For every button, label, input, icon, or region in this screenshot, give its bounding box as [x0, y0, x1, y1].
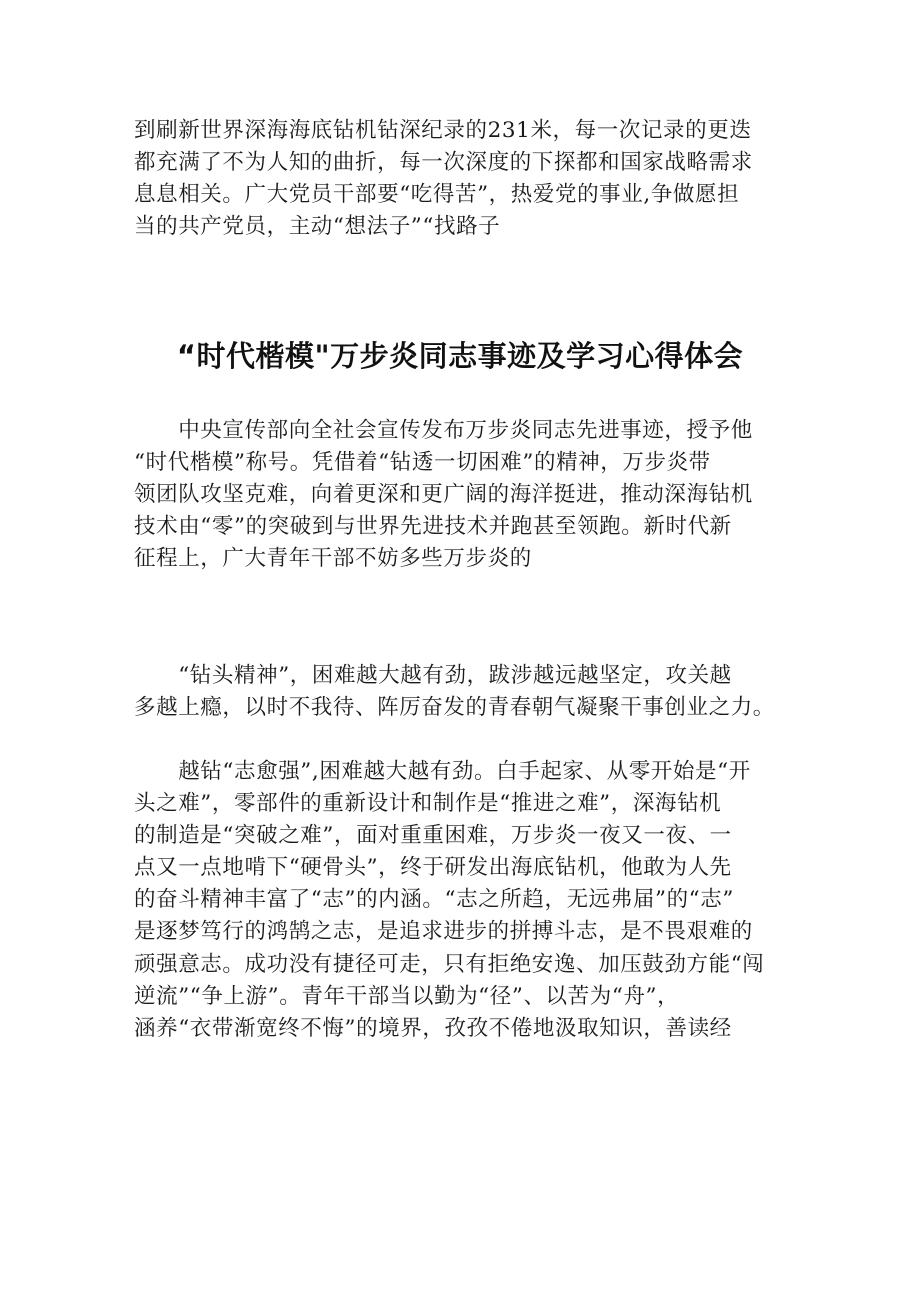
text-line: 征程上，广大青年干部不妨多些万步炎的 [134, 546, 532, 572]
text-line: 的制造是“突破之难”，面对重重困难，万步炎一夜又一夜、一 [134, 823, 732, 849]
document-title: “时代楷模"万步炎同志事迹及学习心得体会 [176, 339, 744, 373]
text-line: 领团队攻坚克难，向着更深和更广阔的海洋挺进，推动深海钻机 [134, 482, 753, 508]
text-line: 顽强意志。成功没有捷径可走，只有拒绝安逸、加压鼓劲方能“闯 [134, 951, 765, 977]
text-line: 的奋斗精神丰富了“志”的内涵。“志之所趋，无远弗届”的“志” [134, 887, 734, 913]
text-line: 到刷新世界深海海底钻机钻深纪录的231米，每一次记录的更迭 [134, 118, 752, 143]
text-line: 中央宣传部向全社会宣传发布万步炎同志先进事迹，授予他 [134, 418, 753, 443]
paragraph-intro [134, 115, 794, 243]
text-line: 多越上瘾，以时不我待、阵厉奋发的青春朝气凝聚干事创业之力。 [134, 695, 775, 721]
text-line: 头之难”，零部件的重新设计和制作是“推进之难”，深海钻机 [134, 791, 722, 817]
paragraph-lead [134, 415, 794, 575]
paragraph-will [134, 756, 794, 1045]
text-line: 都充满了不为人知的曲折，每一次深度的下探都和国家战略需求 [134, 150, 753, 176]
text-line: 点又一点地啃下“硬骨头”，终于研发出海底钻机，他敢为人先 [134, 855, 732, 881]
text-line: 息息相关。广大党员干部要“吃得苦”，热爱党的事业,争做愿担 [134, 182, 740, 208]
text-line: 当的共产党员，主动“想法子”“找路子 [134, 214, 501, 240]
text-line: 是逐梦笃行的鸿鹄之志，是追求进步的拼搏斗志，是不畏艰难的 [134, 919, 753, 945]
text-line: “钻头精神”，困难越大越有劲，跋涉越远越坚定，攻关越 [134, 663, 732, 688]
paragraph-spirit [134, 660, 794, 724]
text-line: 逆流”“争上游”。青年干部当以勤为“径”、以苦为“舟”， [134, 983, 680, 1009]
text-line: 涵养“衣带渐宽终不悔”的境界，孜孜不倦地汲取知识，善读经 [134, 1015, 732, 1041]
text-line: 技术由“零”的突破到与世界先进技术并跑甚至领跑。新时代新 [134, 514, 732, 540]
text-line: “时代楷模”称号。凭借着“钻透一切困难”的精神，万步炎带 [134, 450, 711, 476]
text-line: 越钻“志愈强”,困难越大越有劲。白手起家、从零开始是“开 [134, 759, 751, 784]
